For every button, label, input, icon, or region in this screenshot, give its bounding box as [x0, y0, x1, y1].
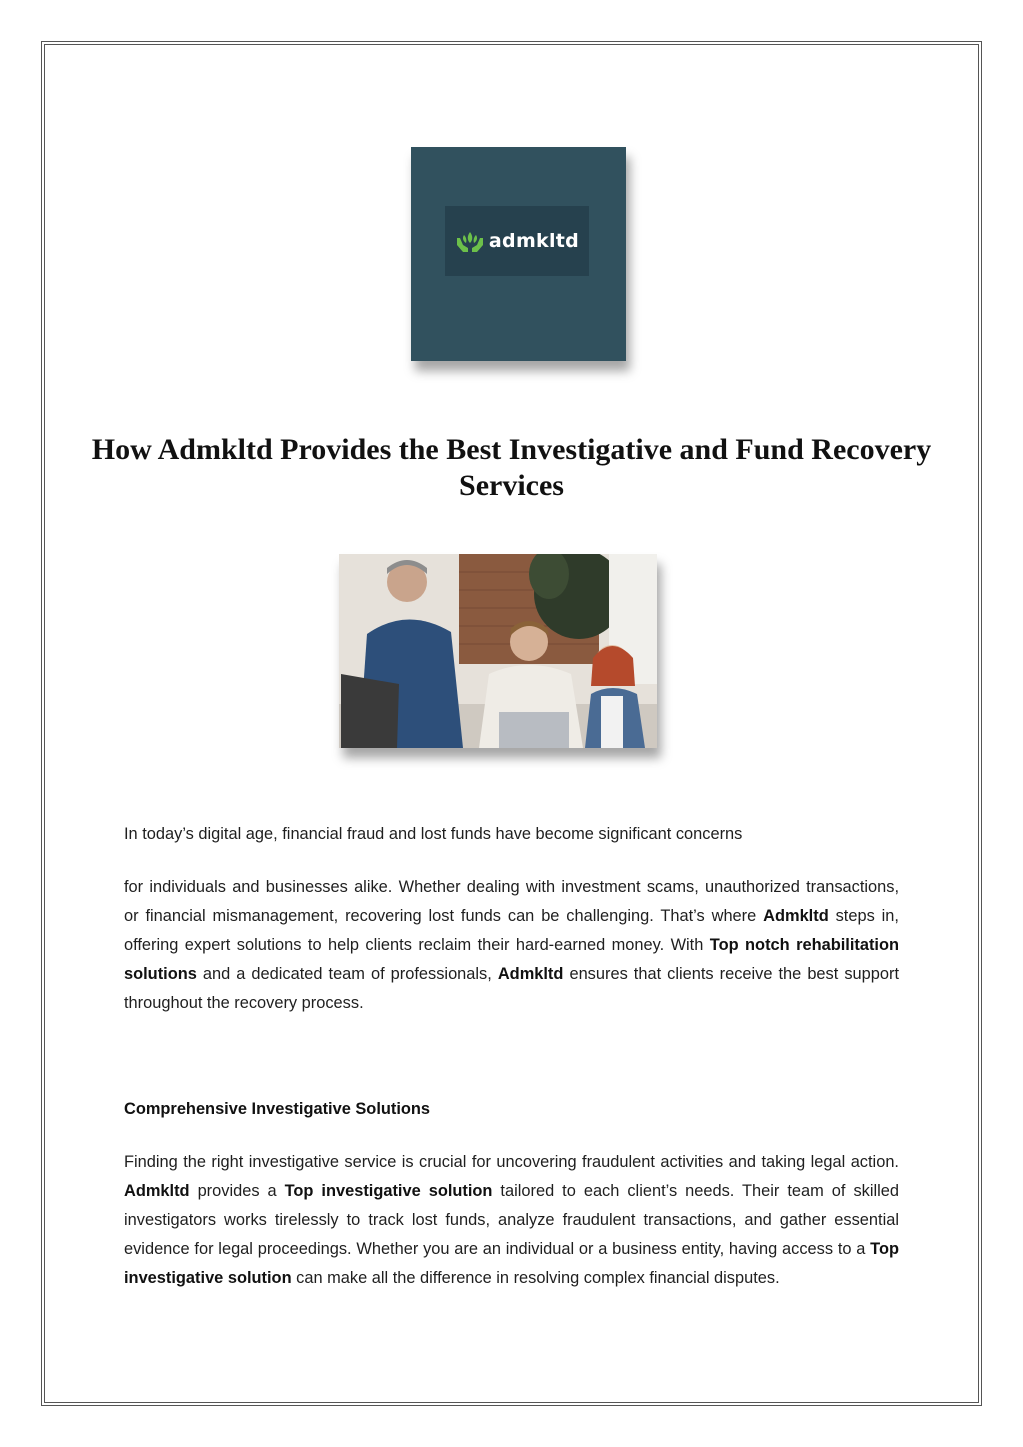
- company-logo: [411, 147, 626, 361]
- paragraph2-text-2: provides a: [189, 1182, 285, 1200]
- paragraph-recovery: [124, 873, 899, 1018]
- hands-leaf-icon: [455, 228, 485, 254]
- paragraph1-text-4: ensures that clients receive the best support throughout the recovery process.: [124, 965, 899, 1012]
- paragraph1-text-1: for individuals and businesses alike. Whether dealing with investment scams, unauthorized transactions, or financial mismanagement, recovering lost funds can be challenging. That’s where: [124, 878, 899, 925]
- paragraph-investigative: [124, 1148, 899, 1293]
- intro-paragraph: In today’s digital age, financial fraud and lost funds have become significant concerns: [124, 825, 743, 843]
- paragraph2-text-1: Finding the right investigative service is crucial for uncovering fraudulent activities and taking legal action.: [124, 1153, 899, 1171]
- brand-name-bold: Admkltd: [124, 1182, 190, 1200]
- investigative-solution-bold: Top investigative solution: [284, 1182, 493, 1200]
- rehabilitation-solutions-bold: Top notch rehabilitation solutions: [124, 936, 899, 983]
- page-title: How Admkltd Provides the Best Investigative and Fund Recovery Services: [91, 433, 932, 502]
- logo-text: admkltd: [488, 230, 580, 252]
- section-heading: Comprehensive Investigative Solutions: [124, 1100, 431, 1118]
- logo-badge: [445, 206, 589, 276]
- brand-name-bold: Admkltd: [763, 907, 829, 925]
- paragraph2-text-4: can make all the difference in resolving complex financial disputes.: [291, 1269, 780, 1287]
- brand-name-bold: Admkltd: [497, 965, 564, 983]
- team-photo-illustration: [339, 554, 657, 748]
- investigative-solution-bold: Top investigative solution: [124, 1240, 899, 1287]
- paragraph2-text-3: tailored to each client’s needs. Their team of skilled investigators works tirelessly to track lost funds, analyze fraudulent transactions, and gather essential evidence for legal proceedings. Whether you are an individual or a business entity, having access to a: [124, 1182, 900, 1258]
- paragraph1-text-2: steps in, offering expert solutions to help clients reclaim their hard-earned money. With: [124, 907, 899, 954]
- paragraph1-text-3: and a dedicated team of professionals,: [196, 965, 498, 983]
- team-photo: [339, 554, 657, 748]
